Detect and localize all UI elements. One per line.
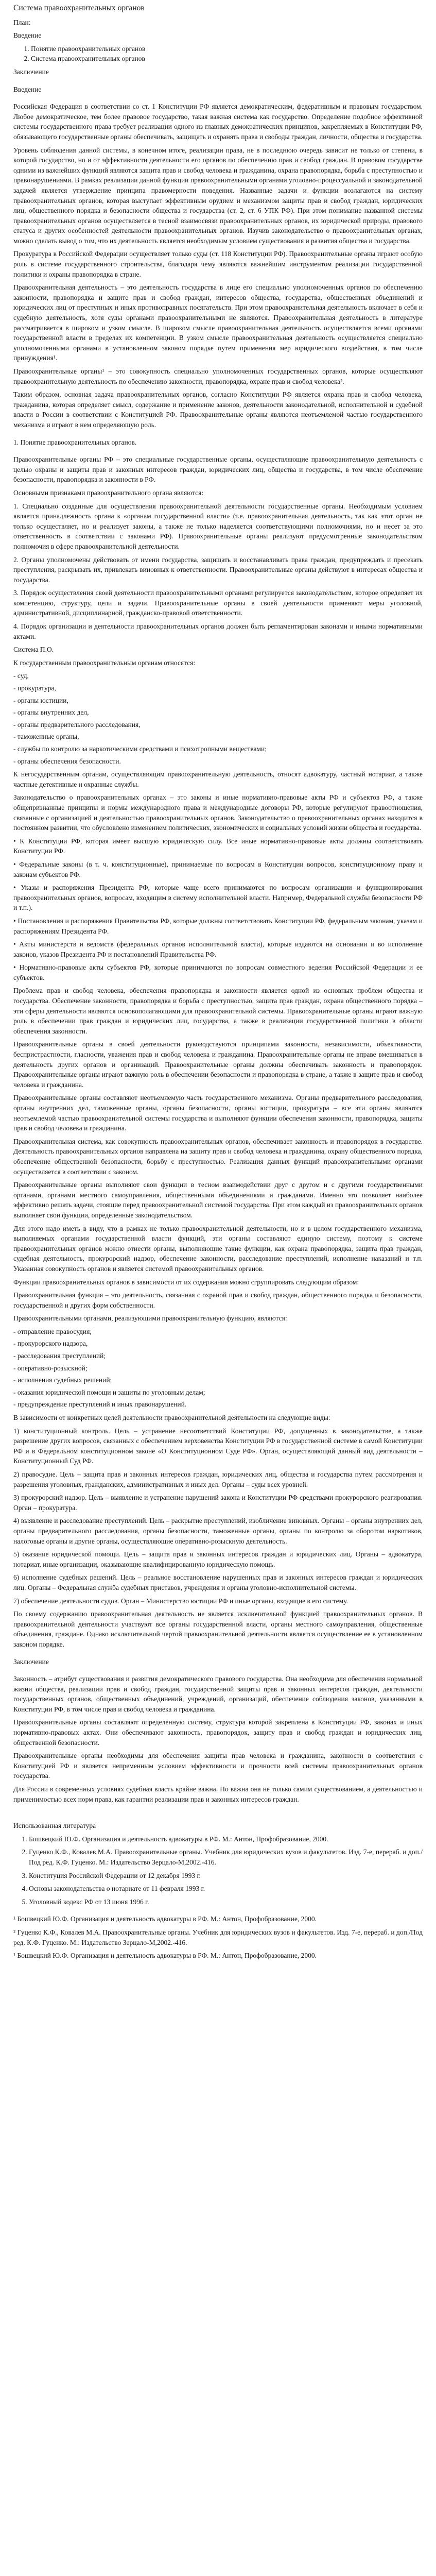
activity-paragraph: 5) оказание юридической помощи. Цель – защита прав и законных интересов граждан и юридических лиц. Органы – адвокатура, нотариат, иные организации, оказывающие квалифицированную юридическую помощь. — [13, 1550, 423, 1568]
intro-paragraph: Уровень соблюдения данной системы, в конечном итоге, реализации права, не в последнюю очередь зависит не только от степени, в которой государство, но и от эффективности деятельности его органов по обеспечению прав и свобод граждан. В правовом государстве одними из важнейших функций являются защита прав и свобод человека и гражданина, охрана правопорядка, борьба с преступностью и правонарушениями. В рамках реализации данной функции правоохранительными органами уголовно-процессуальной и законодательной задачей является утверждение принципа правомерности поведения. Названные задачи и функции возлагаются на систему правоохранительных органов, которая выступает эффективным орудием и механизмом защиты прав и свобод граждан, юридических лиц, общественного порядка и безопасности общества и государства (ст. 2, ст. 6 УПК РФ). При этом понимание названной системы правоохранительных органов осуществляется в тесной взаимосвязи правоохранительных органов, их юридической природы, правового статуса и других особенностей деятельности правоохранительных органов. Изучив законодательство о правоохранительных органах, можно сделать вывод о том, что их деятельность является необходимым условием существования и развития общества и государства. — [13, 146, 423, 245]
system-paragraph: • Указы и распоряжения Президента РФ, которые чаще всего принимаются по вопросам организации и функционирования правоохранительных органов, вопросам, входящим в систему исполнительной власти. Например, Федеральной службы безопасности РФ и т.п.). — [13, 883, 423, 913]
footnote: ² Гуценко К.Ф., Ковалев М.А. Правоохранительные органы. Учебник для юридических вузов и факультетов. Изд. 7-е, перераб. и доп./Под ред. К.Ф. Гуценко. М.: Издательство Зерцало-М,2002.-416. — [13, 1928, 423, 1946]
system-paragraph: Для этого надо иметь в виду, что в рамках не только правоохранительной деятельности, но и в целом государственного механизма, выполняемых органами государственной власти функций, эти органы составляют единую систему, поэтому к системе правоохранительных органов можно отнести органы, выполняющие такие функции, как охрана правопорядка, защита прав граждан, судебная деятельность, прокурорский надзор, обеспечение законности, расследование преступлений, исполнение наказаний и т.п. Указанная совокупность органов и является системой правоохранительных органов. — [13, 1224, 423, 1273]
footnote: ¹ Бошвецкий Ю.Ф. Организация и деятельность адвокатуры в РФ. М.: Антон, Профобразование, 2000. — [13, 1915, 317, 1923]
references-heading: Использованная литература — [13, 1822, 96, 1830]
reference-item: 3. Конституция Российской Федерации от 12 декабря 1993 г. — [29, 1871, 423, 1881]
list-item: - органы юстиции, — [13, 696, 423, 706]
system-paragraph: • К Конституции РФ, которая имеет высшую юридическую силу. Все иные нормативно-правовые акты должны соответствовать Конституции РФ. — [13, 836, 423, 856]
conclusion-paragraph: Для России в современных условиях судебная власть крайне важна. Но важна она не только самим существованием, а деятельностью и применимостью всех норм права, как гарантии реализации прав и законных интересов граждан. — [13, 1785, 423, 1803]
organs-list — [13, 671, 423, 766]
intro-paragraph: Прокуратура в Российской Федерации осуществляет только суды (ст. 118 Конституции РФ). Правоохранительные органы играют особую роль в системе государственного строительства, благодаря чему являются важнейшим инструментом реализации государственной политики и охраны правопорядка в стране. — [13, 250, 423, 278]
list-item: - оперативно-розыскной; — [13, 1363, 423, 1374]
table-of-contents — [13, 44, 423, 64]
conclusion-paragraph: Правоохранительные органы необходимы для обеспечения защиты прав человека и гражданина, законности в соответствии с Конституцией РФ и является непременным условием эффективности и прочности всей системы правоохранительных органов государства. — [13, 1752, 423, 1780]
system-paragraph: • Постановления и распоряжения Правительства РФ, которые должны соответствовать Конституции РФ, федеральным законам, указам и распоряжениям Президента РФ. — [13, 916, 423, 936]
system-paragraph: Правоохранительными органами, реализующими правоохранительную функцию, являются: — [13, 1314, 287, 1323]
activity-paragraph: 7) обеспечение деятельности судов. Орган – Министерство юстиции РФ и иные органы, входящие в его систему. — [13, 1597, 348, 1605]
system-paragraph: Правоохранительные органы выполняют свои функции в тесном взаимодействии друг с другом и с другими государственными органами, органами местного самоуправления, общественными объединениями и гражданами. Именно это позволяет наиболее эффективно решать задачи, стоящие перед правоохранительной системой государства. При этом каждый из правоохранительных органов выполняет свои функции, определенные законодательством. — [13, 1181, 423, 1219]
section-paragraph: 2. Органы уполномочены действовать от имени государства, защищать и восстанавливать права граждан, предупреждать и пресекать преступления, раскрывать их, привлекать виновных к ответственности. Правоохранительные органы действуют в интересах общества и государства. — [13, 555, 423, 584]
conclusion-paragraph: Правоохранительные органы составляют определенную систему, структура которой закреплена в Конституции РФ, законах и иных нормативно-правовых актах. Они обеспечивают законность, правопорядок, защиту прав и свобод граждан и юридических лиц, общественной безопасности. — [13, 1718, 423, 1747]
page-title: Система правоохранительных органов — [13, 4, 145, 12]
reference-item: 1. Бошвецкий Ю.Ф. Организация и деятельность адвокатуры в РФ. М.: Антон, Профобразование, 2000. — [29, 1834, 423, 1844]
section-paragraph: 3. Порядок осуществления своей деятельности правоохранительными органами регулируется законодательством, которое определяет их компетенцию, структуру, цели и задачи. Правоохранительные органы в своей деятельности применяют меры уголовной, административной, дисциплинарной, гражданско-правовой ответственности. — [13, 589, 423, 617]
activity-paragraph: 6) исполнение судебных решений. Цель – реальное восстановление нарушенных прав и законных интересов граждан и юридических лиц. Органы – Федеральная служба судебных приставов, учреждения и органы уголовно-исполнительной системы. — [13, 1573, 423, 1591]
activity-paragraph: 4) выявление и расследование преступлений. Цель – раскрытие преступлений, изобличение виновных. Органы – органы внутренних дел, органы предварительного расследования, органы безопасности, таможенные органы, органы по контролю за оборотом наркотиков, налоговые органы и другие органы, осуществляющие оперативно-розыскную деятельность. — [13, 1517, 423, 1545]
toc-item: 2. Система правоохранительных органов — [31, 54, 423, 64]
system-paragraph: Проблема прав и свобод человека, обеспечения правопорядка и законности является одной из основных проблем общества и государства. Обеспечение законности, правопорядка и борьба с преступностью, защита прав граждан, охрана общественного порядка – эти сферы деятельности являются основополагающими для правоохранительной системы. Правоохранительные органы играют важную роль в обеспечении прав граждан и юридических лиц, государства, а также в реализации государственной политики в области обеспечения законности. — [13, 987, 423, 1035]
activity-paragraph: По своему содержанию правоохранительная деятельность не является исключительной функцией правоохранительных органов. В правоохранительной деятельности участвуют все органы государственной власти, органы местного самоуправления, общественные объединения, граждане. Однако исключительной чертой правоохранительной деятельности является осуществление ее в установленном законом порядке. — [13, 1610, 423, 1648]
conclusion-paragraph: Законность – атрибут существования и развития демократического правового государства. Она необходима для обеспечения нормальной жизни общества, реализации прав и свобод граждан, государственной защиты прав и законных интересов граждан, деятельности государственных органов, общественных объединений, учреждений, организаций, обеспечение соблюдения законов, указанными в Конституции РФ, в том числе прав и свобод человека и гражданина. — [13, 1675, 423, 1713]
list-item: - расследования преступлений; — [13, 1351, 423, 1361]
system-paragraph: • Акты министерств и ведомств (федеральных органов исполнительной власти), которые издаются на основании и во исполнение законов, указов Президента РФ и постановлений Правительства РФ. — [13, 939, 423, 959]
activity-paragraph: 2) правосудие. Цель – защита прав и законных интересов граждан, юридических лиц, общества и государства путем рассмотрения и разрешения уголовных, гражданских, административных и иных дел. Органы – суды всех уровней. — [13, 1470, 423, 1488]
system-paragraph: Функции правоохранительных органов в зависимости от их содержания можно сгруппировать следующим образом: — [13, 1278, 359, 1286]
intro-paragraph: Таким образом, основная задача правоохранительных органов, согласно Конституции РФ является охрана прав и свобод человека, гражданина, которая определяет смысл, содержание и применение законов, деятельности законодательной, исполнительной и судебной власти в России в соответствии с Конституцией РФ. Правоохранительные органы являются неотъемлемой частью государственного механизма и играют в нем определяющую роль. — [13, 391, 423, 429]
list-item: - таможенные органы, — [13, 732, 423, 742]
functions-list — [13, 1327, 423, 1410]
system-paragraph: Правоохранительная функция – это деятельность, связанная с охраной прав и свобод граждан, общественного порядка и безопасности, государственной и других форм собственности. — [13, 1291, 423, 1309]
footnote: ¹ Бошвецкий Ю.Ф. Организация и деятельность адвокатуры в РФ. М.: Антон, Профобразование, 2000. — [13, 1952, 317, 1960]
activity-paragraph: 1) конституционный контроль. Цель – устранение несоответствий Конституции РФ, допущенных в законодательстве, а также разрешение других вопросов, связанных с обеспечением верховенства Конституции РФ в государственной системе в самой Конституции РФ и в Федеральном конституционном законе «О Конституционном Суде РФ». Орган, осуществляющий данный вид деятельности – Конституционный Суд РФ. — [13, 1427, 423, 1465]
list-item: - предупреждение преступлений и иных правонарушений. — [13, 1399, 423, 1410]
list-item: - прокуратура, — [13, 683, 423, 693]
activity-paragraph: 3) прокурорский надзор. Цель – выявление и устранение нарушений закона и Конституции РФ средствами прокурорского реагирования. Орган – прокуратура. — [13, 1494, 423, 1512]
references-list — [13, 1834, 423, 1907]
system-paragraph: • Нормативно-правовые акты субъектов РФ, которые принимаются по вопросам совместного ведения Российской Федерации и ее субъектов. — [13, 962, 423, 982]
section-paragraph: 1. Специально созданные для осуществления правоохранительной деятельности государственные органы. Необходимым условием является принадлежность органа к «органам государственной власти» (т.е. правоохранительная деятельность, так как этот орган не только осуществляет, но и реализует законы, а также не только наделяется соответствующими полномочиями, но и несет за это ответственность в соответствии с законами РФ). Правоохранительные органы реализуют предусмотренные законодательством полномочия в сфере правоохранительной деятельности. — [13, 502, 423, 550]
section-heading: 1. Понятие правоохранительных органов. — [13, 438, 137, 446]
intro-heading: Введение — [13, 85, 42, 93]
plan-label: План: — [13, 18, 31, 26]
list-item: - отправление правосудия; — [13, 1327, 423, 1337]
intro-paragraph: Правоохранительная деятельность – это деятельность государства в лице его специально уполномоченных органов по обеспечению законности, правопорядка и защите прав и свобод граждан, интересов общества, государства, общественных объединений и юридических лиц от преступных и иных противоправных посягательств. При этом правоохранительная деятельность включает в себя и судебную деятельность, хотя суды органами правоохранительными не являются. Правоохранительная деятельность в литературе рассматривается в широком и узком смысле. В широком смысле правоохранительная деятельность осуществляется всеми органами государственной власти в пределах их компетенции. В узком смысле правоохранительная деятельность осуществляется специально уполномоченными органами в установленном законом порядке путем применения мер юридического воздействия, в том числе принуждения¹. — [13, 283, 423, 362]
intro-paragraph: Российская Федерация в соответствии со ст. 1 Конституции РФ является демократическим, федеративным и правовым государством. Любое демократическое, тем более правовое государство, такая важная система как государство. Определение подобное эффективной системы государственного права требует реализации одного из главных демократических принципов, закрепляемых в Конституции РФ, обязывающего государственные органы обеспечивать, защищать и охранять права и свободы граждан, личности, общества и государства. — [13, 103, 423, 141]
toc-item: 1. Понятие правоохранительных органов — [31, 44, 423, 54]
intro-label: Введение — [13, 31, 42, 40]
section-paragraph: Основными признаками правоохранительного органа являются: — [13, 488, 204, 497]
system-intro: К государственным правоохранительным органам относятся: — [13, 658, 196, 667]
system-paragraph: Правоохранительные органы составляют неотъемлемую часть государственного механизма. Органы предварительного расследования, органы внутренних дел, таможенные органы, органы безопасности, органы юстиции, прокуратура – все эти органы являются неотъемлемой частью правоохранительной системы государства и выполняют функции обеспечения законности, правопорядка, защиты прав и свобод человека и гражданина. — [13, 1094, 423, 1132]
list-item: - исполнения судебных решений; — [13, 1375, 423, 1385]
conclusion-heading: Заключение — [13, 1657, 49, 1666]
activities-intro: В зависимости от конкретных целей деятельности правоохранительной деятельности на следующие виды: — [13, 1414, 330, 1422]
system-paragraph: Законодательство о правоохранительных органах – это законы и иные нормативно-правовые акты РФ и субъектов РФ, а также общепризнанные принципы и нормы международного права и международные договоры РФ, которые регулируют правоотношения, связанные с организацией и деятельностью правоохранительных органов. Законодательство о правоохранительных органах находится в постоянном развитии, что обусловлено изменением политических, экономических и социальных условий жизни общества и государства. — [13, 793, 423, 832]
system-paragraph: К негосударственным органам, осуществляющим правоохранительную деятельность, относят адвокатуру, частный нотариат, а также частные детективные и охранные службы. — [13, 770, 423, 788]
list-item: - органы внутренних дел, — [13, 707, 423, 718]
system-paragraph: Правоохранительные органы в своей деятельности руководствуются принципами законности, независимости, объективности, беспристрастности, гласности, уважения прав и свобод человека и гражданина. Правоохранительные органы не вправе вмешиваться в деятельность других органов и организаций. Правоохранительные органы должны обеспечивать законность и правопорядок. Правоохранительные органы играют важную роль в обеспечении безопасности и правопорядка в стране, а также в защите прав и свобод человека и гражданина. — [13, 1040, 423, 1089]
list-item: - оказания юридической помощи и защиты по уголовным делам; — [13, 1387, 423, 1398]
system-paragraph: Правоохранительная система, как совокупность правоохранительных органов, обеспечивает законность и правопорядок в государстве. Деятельность правоохранительных органов направлена на защиту прав и свобод человека и гражданина, охрану общественного порядка, обеспечение общественной безопасности, борьбу с преступностью. Реализация данных функций правоохранительными органами осуществляется в соответствии с законом. — [13, 1137, 423, 1176]
list-item: - органы обеспечения безопасности. — [13, 756, 423, 767]
intro-paragraph: Правоохранительные органы¹ – это совокупность специально уполномоченных государственных органов, которые осуществляют правоохранительную деятельность по обеспечению законности, правопорядка, охране прав и свобод человека². — [13, 367, 423, 385]
reference-item: 5. Уголовный кодекс РФ от 13 июня 1996 г. — [29, 1897, 423, 1907]
reference-item: 4. Основы законодательства о нотариате от 11 февраля 1993 г. — [29, 1884, 423, 1894]
reference-item: 2. Гуценко К.Ф., Ковалев М.А. Правоохранительные органы. Учебник для юридических вузов и факультетов. Изд. 7-е, перераб. и доп./Под ред. К.Ф. Гуценко. М.: Издательство Зерцало-М,2002.-416. — [29, 1847, 423, 1867]
list-item: - органы предварительного расследования, — [13, 720, 423, 730]
conclusion-label: Заключение — [13, 67, 49, 76]
list-item: - прокурорского надзора, — [13, 1338, 423, 1349]
list-item: - суд, — [13, 671, 423, 681]
section-paragraph: 4. Порядок организации и деятельности правоохранительных органов должен быть регламентирован законами и иными нормативными актами. — [13, 622, 423, 640]
section-paragraph: Правоохранительные органы РФ – это специальные государственные органы, осуществляющие правоохранительную деятельность с целью охраны и защиты прав и законных интересов граждан, юридических лиц, общества и государства, в том числе обеспечение безопасности, правопорядка и законности в РФ. — [13, 455, 423, 484]
list-item: - службы по контролю за наркотическими средствами и психотропными веществами; — [13, 744, 423, 754]
section-paragraph: Система П.О. — [13, 646, 54, 654]
system-paragraph: • Федеральные законы (в т. ч. конституционные), принимаемые по вопросам в Конституции вопросов, конституционному праву и законам субъектов РФ. — [13, 859, 423, 879]
